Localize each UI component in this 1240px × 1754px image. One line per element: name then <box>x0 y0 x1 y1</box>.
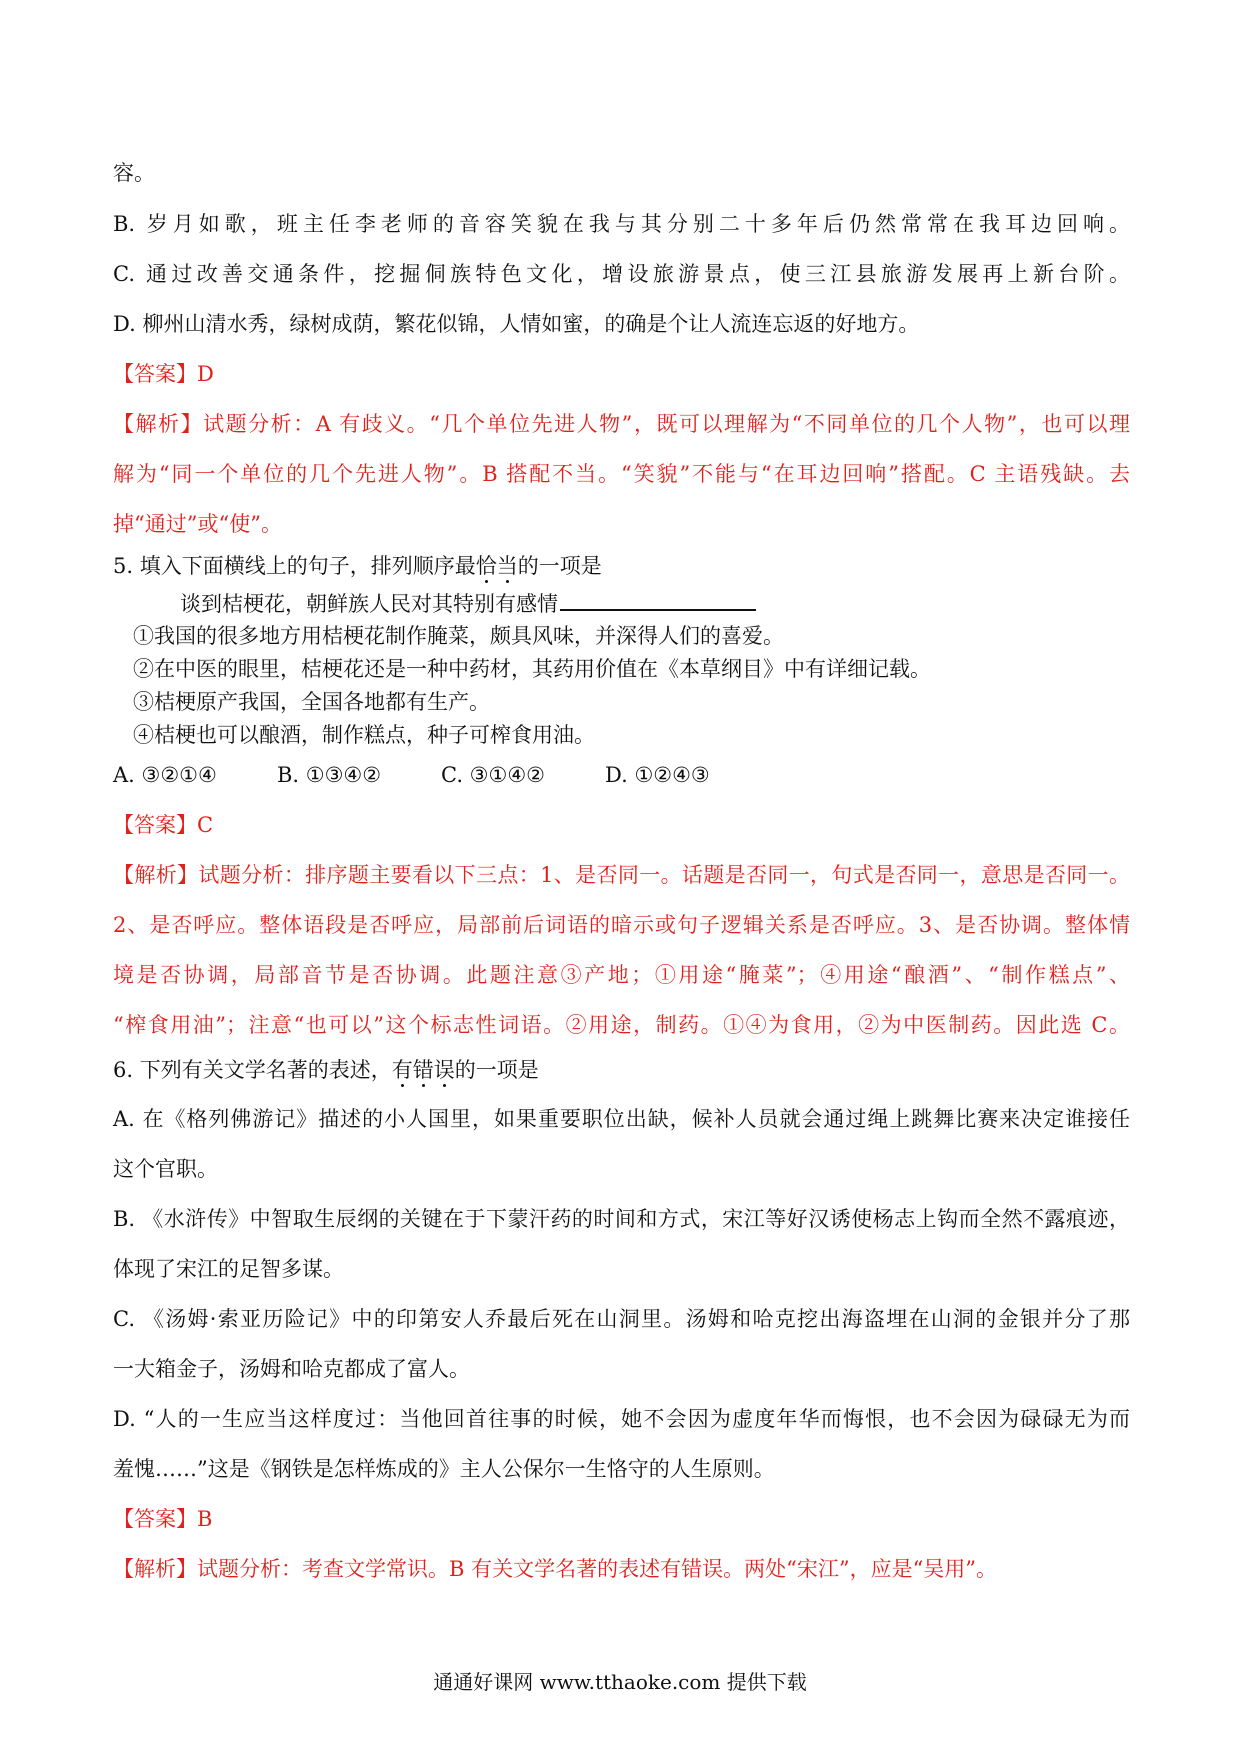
q4-analysis-line-2: 解为“同一个单位的几个先进人物”。B 搭配不当。“笑貌”不能与“在耳边回响”搭配。C 主语残缺。去 <box>113 462 1130 486</box>
q5-stem-emphasis-2: 当 <box>496 554 518 578</box>
q6-stem-emphasis-3: 误 <box>433 1058 455 1082</box>
q5-sentence-4: ④桔梗也可以酿酒，制作糕点，种子可榨食用油。 <box>133 723 595 747</box>
q5-prompt-text: 谈到桔梗花，朝鲜族人民对其特别有感情 <box>180 592 558 616</box>
q4-option-d: D. 柳州山清水秀，绿树成荫，繁花似锦，人情如蜜，的确是个让人流连忘返的好地方。 <box>113 312 920 336</box>
q6-option-d-line-2: 羞愧……”这是《钢铁是怎样炼成的》主人公保尔一生恪守的人生原则。 <box>113 1457 775 1481</box>
q5-stem-post: 的一项是 <box>517 554 602 578</box>
q6-analysis: 【解析】试题分析：考查文学常识。B 有关文学名著的表述有错误。两处“宋江”，应是“吴用”。 <box>113 1557 998 1581</box>
q5-option-d: D. ①②④③ <box>605 763 710 787</box>
fill-blank-line <box>560 587 756 611</box>
q5-analysis-line-3: 境是否协调，局部音节是否协调。此题注意③产地；①用途“腌菜”；④用途“酿酒”、“制作糕点”、 <box>113 963 1130 987</box>
q4-analysis-line-1: 【解析】试题分析：A 有歧义。“几个单位先进人物”，既可以理解为“不同单位的几个人物”，也可以理 <box>113 412 1130 436</box>
q5-stem-emphasis-1: 恰 <box>475 554 497 578</box>
q6-stem-pre: 6. 下列有关文学名著的表述， <box>113 1058 392 1082</box>
q5-sentence-2: ②在中医的眼里，桔梗花还是一种中药材，其药用价值在《本草纲目》中有详细记载。 <box>133 657 931 681</box>
q5-option-c: C. ③①④② <box>441 763 545 787</box>
q6-stem <box>113 1055 1130 1085</box>
q5-stem <box>113 551 1130 581</box>
q6-stem-emphasis-2: 错 <box>412 1058 434 1082</box>
q6-option-c-line-1: C. 《汤姆·索亚历险记》中的印第安人乔最后死在山洞里。汤姆和哈克挖出海盗埋在山洞的金银并分了那 <box>113 1307 1130 1331</box>
q5-prompt <box>180 587 1130 619</box>
q6-option-b-line-2: 体现了宋江的足智多谋。 <box>113 1257 344 1281</box>
q6-option-a-line-1: A. 在《格列佛游记》描述的小人国里，如果重要职位出缺，候补人员就会通过绳上跳舞比赛来决定谁接任 <box>113 1107 1130 1131</box>
q5-option-a: A. ③②①④ <box>113 763 217 787</box>
q5-options <box>113 760 1130 790</box>
q5-option-b: B. ①③④② <box>277 763 382 787</box>
q5-answer: 【答案】C <box>113 813 214 837</box>
q5-analysis-line-2: 2、是否呼应。整体语段是否呼应，局部前后词语的暗示或句子逻辑关系是否呼应。3、是否协调。整体情 <box>113 913 1130 937</box>
q4-continuation: 容。 <box>113 161 155 185</box>
q6-option-a-line-2: 这个官职。 <box>113 1157 218 1181</box>
q5-sentence-1: ①我国的很多地方用桔梗花制作腌菜，颇具风味，并深得人们的喜爱。 <box>133 624 784 648</box>
q4-analysis-line-3: 掉“通过”或“使”。 <box>113 512 282 536</box>
q4-option-b: B. 岁月如歌，班主任李老师的音容笑貌在我与其分别二十多年后仍然常常在我耳边回响。 <box>113 212 1130 236</box>
q6-option-d-line-1: D. “人的一生应当这样度过：当他回首往事的时候，她不会因为虚度年华而悔恨，也不会因为碌碌无为而 <box>113 1407 1130 1431</box>
q5-sentence-3: ③桔梗原产我国，全国各地都有生产。 <box>133 690 490 714</box>
q6-answer: 【答案】B <box>113 1507 213 1531</box>
page-footer: 通通好课网 www.tthaoke.com 提供下载 <box>433 1670 807 1694</box>
q6-stem-emphasis-1: 有 <box>391 1058 413 1082</box>
q4-option-c: C. 通过改善交通条件，挖掘侗族特色文化，增设旅游景点，使三江县旅游发展再上新台阶。 <box>113 262 1130 286</box>
q6-option-b-line-1: B. 《水浒传》中智取生辰纲的关键在于下蒙汗药的时间和方式，宋江等好汉诱使杨志上钩而全然不露痕迹， <box>113 1207 1130 1231</box>
q5-analysis-line-4: “榨食用油”；注意“也可以”这个标志性词语。②用途，制药。①④为食用，②为中医制药。因此选 C。 <box>113 1013 1130 1037</box>
q4-answer: 【答案】D <box>113 362 214 386</box>
q5-stem-pre: 5. 填入下面横线上的句子，排列顺序最 <box>113 554 476 578</box>
q6-stem-post: 的一项是 <box>454 1058 539 1082</box>
q5-analysis-line-1: 【解析】试题分析：排序题主要看以下三点：1、是否同一。话题是否同一，句式是否同一，意思是否同一。 <box>113 863 1130 887</box>
q6-option-c-line-2: 一大箱金子，汤姆和哈克都成了富人。 <box>113 1357 470 1381</box>
